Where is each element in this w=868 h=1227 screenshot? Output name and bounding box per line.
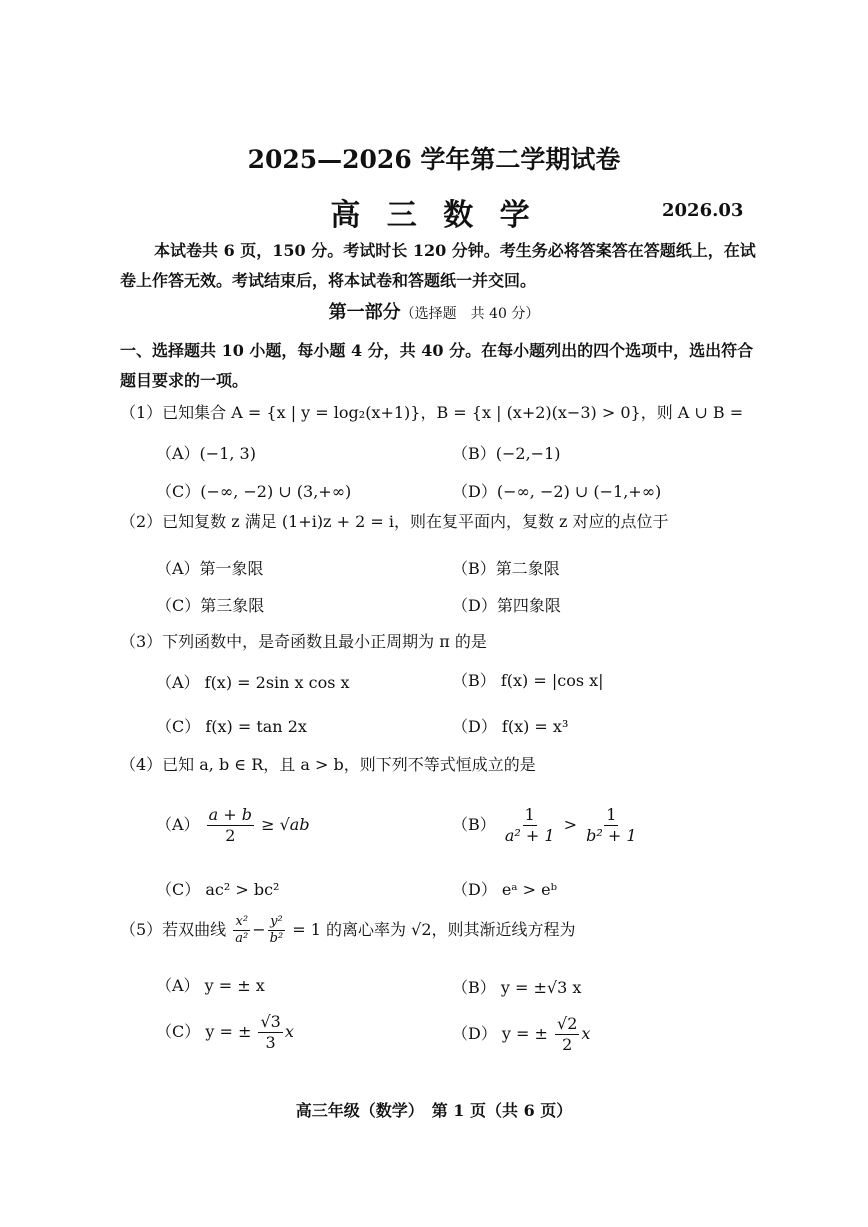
- q4-option-d: （D） eᵃ > eᵇ: [452, 880, 558, 899]
- q4-option-b-label: （B）: [452, 815, 496, 834]
- q1-option-c: （C）(−∞, −2) ∪ (3,+∞): [156, 482, 352, 501]
- exam-date: 2026.03: [662, 200, 744, 221]
- q2-option-d: （D）第四象限: [452, 596, 561, 615]
- q5-option-c-num: √3: [260, 1012, 281, 1031]
- q2-option-a: （A）第一象限: [156, 559, 264, 578]
- q5-option-d-num: √2: [557, 1014, 578, 1033]
- q1-option-a: （A）(−1, 3): [156, 444, 256, 463]
- q3-option-b: （B） f(x) = |cos x|: [452, 671, 604, 690]
- section-heading: 一、选择题共 10 小题，每小题 4 分，共 40 分。在每小题列出的四个选项中，选出符合题目要求的一项。: [120, 341, 754, 390]
- q4-option-b-gt: >: [563, 815, 578, 834]
- q5-option-d-x: x: [581, 1024, 591, 1043]
- q4-option-a-denominator: 2: [225, 826, 236, 845]
- q5-fraction-x: [233, 914, 250, 947]
- q5-option-d-label: （D） y = ±: [452, 1024, 548, 1043]
- q1-option-b: （B）(−2,−1): [452, 444, 561, 463]
- q5-minus: −: [252, 920, 266, 939]
- q5-option-c: [156, 1012, 294, 1053]
- q2-option-c: （C）第三象限: [156, 596, 265, 615]
- part-title: 第一部分: [328, 302, 401, 323]
- q5-option-c-x: x: [284, 1022, 294, 1041]
- q4-option-b-denominator-2: b² + 1: [586, 826, 637, 845]
- q4-option-b-fraction-1: [503, 805, 557, 846]
- q5-fraction-y: [268, 914, 286, 947]
- q4-option-b-fraction-2: [584, 805, 638, 846]
- q5-stem-pre: （5）若双曲线: [120, 920, 227, 939]
- q5-option-d-den: 2: [562, 1035, 573, 1054]
- q4-option-a-fraction: [207, 805, 254, 846]
- q4-option-a-numerator: a + b: [208, 805, 253, 824]
- q4-option-a-rest: ≥ √ab: [261, 815, 310, 834]
- question-2-stem: （2）已知复数 z 满足 (1+i)z + 2 = i，则在复平面内，复数 z 对应的点位于: [120, 512, 669, 531]
- q4-option-b-numerator-2: 1: [606, 805, 617, 824]
- question-1-stem: （1）已知集合 A = {x | y = log₂(x+1)}，B = {x | (x+2)(x−3) > 0}，则 A ∪ B =: [120, 403, 744, 422]
- q5-fraction-x-den: a²: [235, 931, 249, 946]
- q4-option-a-label: （A）: [156, 815, 200, 834]
- q3-option-a: （A） f(x) = 2sin x cos x: [156, 673, 350, 692]
- question-3-stem: （3）下列函数中，是奇函数且最小正周期为 π 的是: [120, 632, 487, 651]
- q1-option-d: （D）(−∞, −2) ∪ (−1,+∞): [452, 482, 662, 501]
- q5-stem-post: = 1 的离心率为 √2，则其渐近线方程为: [292, 920, 576, 939]
- q5-fraction-y-num: y²: [270, 914, 283, 929]
- page-footer: 高三年级（数学） 第 1 页（共 6 页）: [295, 1101, 573, 1120]
- instructions: 本试卷共 6 页，150 分。考试时长 120 分钟。考生务必将答案答在答题纸上，在试卷上作答无效。考试结束后，将本试卷和答题纸一并交回。: [120, 241, 756, 290]
- q5-option-b: （B） y = ±√3 x: [452, 978, 582, 997]
- question-5-stem: [120, 914, 576, 947]
- q4-option-b-numerator-1: 1: [524, 805, 535, 824]
- q5-option-a: （A） y = ± x: [156, 976, 265, 995]
- question-4-stem: （4）已知 a, b ∈ R，且 a > b，则下列不等式恒成立的是: [120, 755, 536, 774]
- q5-option-c-den: 3: [265, 1033, 276, 1052]
- q5-option-d-fraction: [555, 1014, 579, 1055]
- q4-option-b-denominator-1: a² + 1: [504, 826, 555, 845]
- q5-fraction-y-den: b²: [269, 931, 284, 946]
- part-subtitle: （选择题 共 40 分）: [400, 306, 540, 322]
- q3-option-c: （C） f(x) = tan 2x: [156, 717, 307, 736]
- q5-option-d: [452, 1014, 590, 1055]
- q3-option-d: （D） f(x) = x³: [452, 717, 569, 736]
- part-heading: [0, 298, 868, 324]
- exam-title: 2025—2026 学年第二学期试卷: [247, 145, 621, 174]
- q4-option-c: （C） ac² > bc²: [156, 880, 280, 899]
- subject-title: 高 三 数 学: [330, 198, 538, 233]
- q4-option-b: [452, 805, 641, 846]
- q5-fraction-x-num: x²: [235, 914, 249, 929]
- q5-option-c-label: （C） y = ±: [156, 1022, 252, 1041]
- q4-option-a: [156, 805, 310, 846]
- q2-option-b: （B）第二象限: [452, 559, 560, 578]
- q5-option-c-fraction: [258, 1012, 282, 1053]
